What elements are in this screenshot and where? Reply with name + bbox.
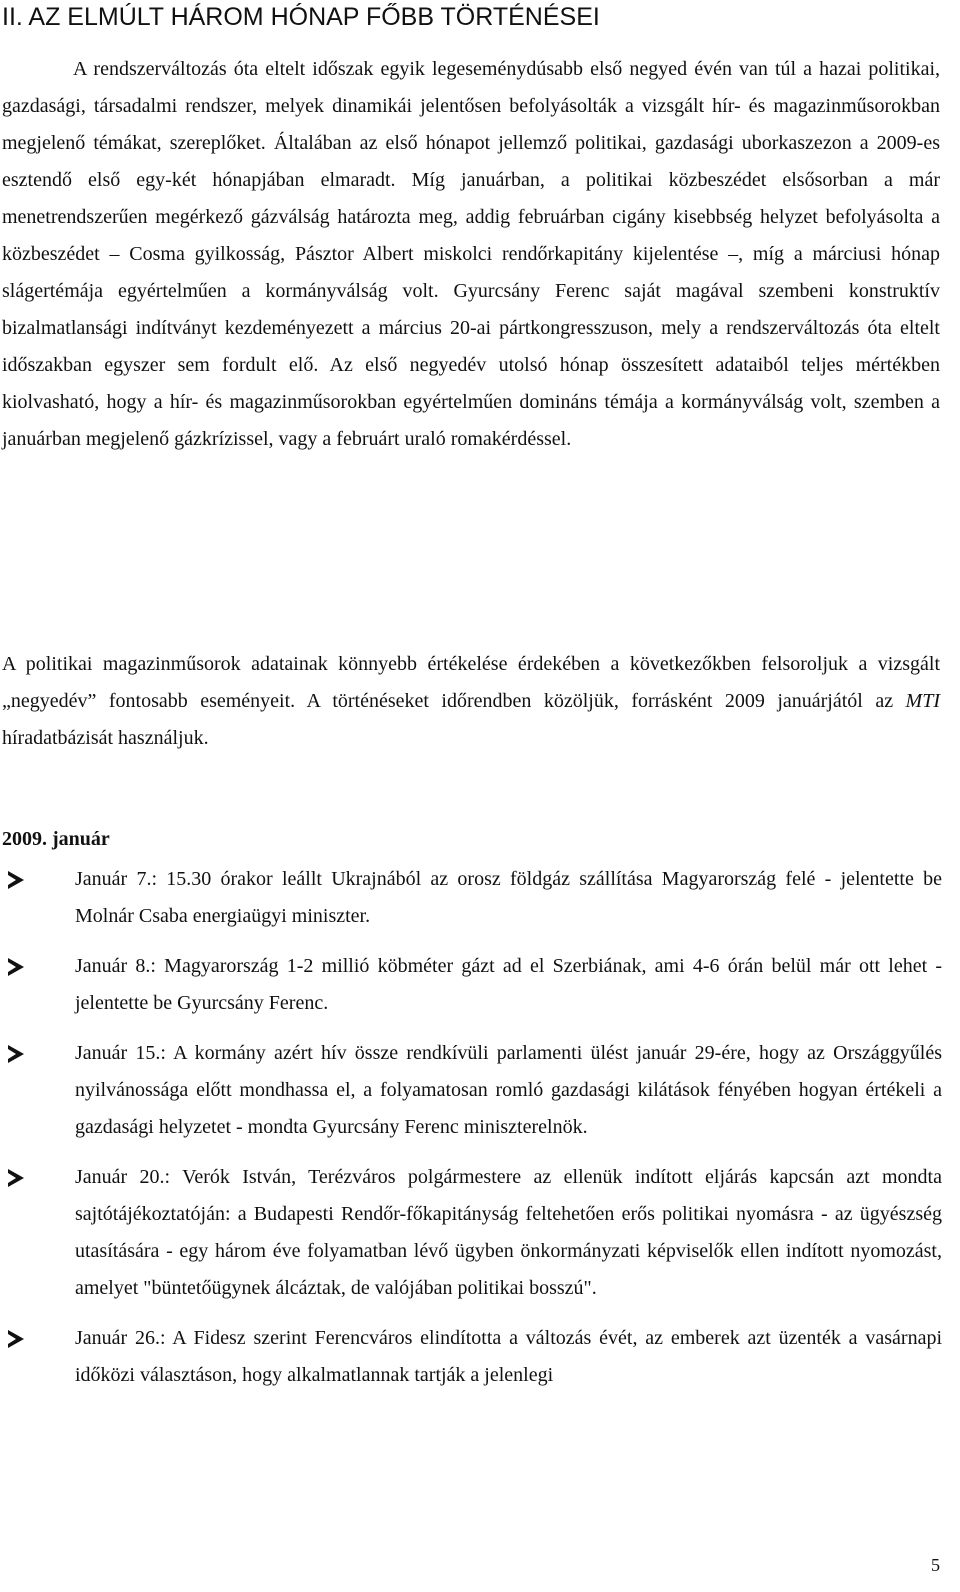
method-paragraph-text: A politikai magazinműsorok adatainak könnyebb értékelése érdekében a következőkben felsoroljuk a vizsgált „negyedév” fontosabb eseményeit. A történéseket időrendben közöljük, forrásként 2009 januárjától az: [2, 653, 940, 712]
event-item: [0, 861, 942, 935]
method-paragraph-tail: híradatbázisát használjuk.: [2, 727, 209, 749]
event-item: [0, 1320, 942, 1394]
event-item: [0, 948, 942, 1022]
arrow-bullet-icon: [8, 1169, 24, 1187]
chapter-heading: II. AZ ELMÚLT HÁROM HÓNAP FŐBB TÖRTÉNÉSEI: [2, 3, 600, 31]
event-item: [0, 1159, 942, 1307]
event-text: Január 15.: A kormány azért hív össze rendkívüli parlamenti ülést január 29-ére, hogy az Országgyűlés nyilvánossága előtt mondhassa el, a folyamatosan romló gazdasági kilátások fényében hogyan értékeli a gazdasági helyzetet - mondta Gyurcsány Ferenc miniszterelnök.: [75, 1042, 942, 1138]
source-name: MTI: [905, 690, 940, 712]
arrow-bullet-icon: [8, 958, 24, 976]
event-text: Január 26.: A Fidesz szerint Ferencváros elindította a változás évét, az emberek azt üzenték a vasárnapi időközi választáson, hogy alkalmatlannak tartják a jelenlegi: [75, 1327, 942, 1386]
method-paragraph: [2, 646, 940, 757]
event-item: [0, 1035, 942, 1146]
event-text: Január 7.: 15.30 órakor leállt Ukrajnából az orosz földgáz szállítása Magyarország felé - jelentette be Molnár Csaba energiaügyi miniszter.: [75, 868, 942, 927]
arrow-bullet-icon: [8, 1330, 24, 1348]
intro-paragraph: A rendszerváltozás óta eltelt időszak egyik legeseménydúsabb első negyed évén van túl a hazai politikai, gazdasági, társadalmi rendszer, melyek dinamikái jelentősen befolyásolták a vizsgált hír- és magazinműsorokban megjelenő témákat, szereplőket. Általában az első hónapot jellemző politikai, gazdasági uborkaszezon a 2009-es esztendő első egy-két hónapjában elmaradt. Míg januárban, a politikai közbeszédet elsősorban a már menetrendszerűen megérkező gázválság határozta meg, addig februárban cigány kisebbség helyzet befolyásolta a közbeszédet – Cosma gyilkosság, Pásztor Albert miskolci rendőrkapitány kijelentése –, míg a márciusi hónap slágertémája egyértelműen a kormányválság volt. Gyurcsány Ferenc saját magával szembeni konstruktív bizalmatlansági indítványt kezdeményezett a március 20-ai pártkongresszuson, mely a rendszerváltozás óta eltelt időszakban egyszer sem fordult elő. Az első negyedév utolsó hónap összesített adataiból teljes mértékben kiolvasható, hogy a hír- és magazinműsorokban egyértelműen domináns témája a kormányválság volt, szemben a januárban megjelenő gázkrízissel, vagy a februárt uraló romakérdéssel.: [2, 58, 940, 450]
section-title-january: 2009. január: [2, 828, 110, 850]
event-list: [0, 861, 942, 1407]
arrow-bullet-icon: [8, 871, 24, 889]
arrow-bullet-icon: [8, 1045, 24, 1063]
event-text: Január 8.: Magyarország 1-2 millió köbméter gázt ad el Szerbiának, ami 4-6 órán belül már ott lehet - jelentette be Gyurcsány Ferenc.: [75, 955, 942, 1014]
event-text: Január 20.: Verók István, Terézváros polgármestere az ellenük indított eljárás kapcsán azt mondta sajtótájékoztatóján: a Budapesti Rendőr-főkapitányság feltehetően erős politikai nyomásra - az ügyészség utasítására - egy három éve folyamatban lévő ügyben önkormányzati képviselők ellen indított nyomozást, amelyet "büntetőügynek álcáztak, de valójában politikai bosszú".: [75, 1166, 942, 1299]
page-number: 5: [931, 1555, 940, 1575]
